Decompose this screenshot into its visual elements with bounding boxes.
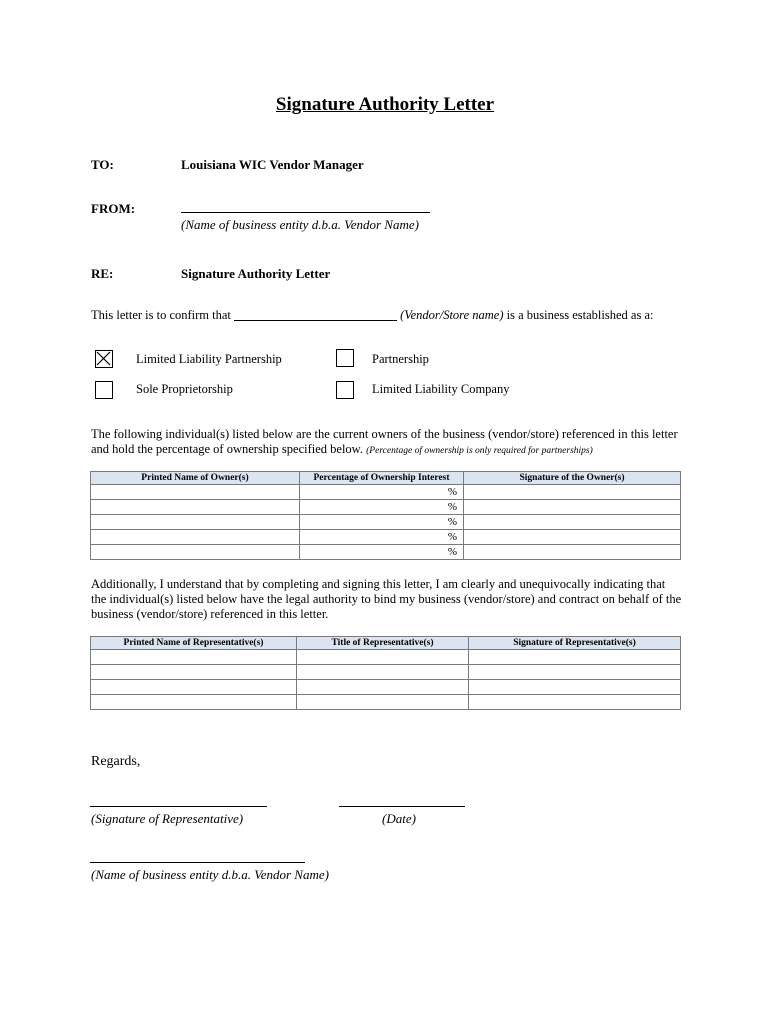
owner-percentage-cell[interactable]: %: [300, 485, 464, 500]
owner-percentage-cell[interactable]: %: [300, 545, 464, 560]
owners-intro-note: (Percentage of ownership is only required for partnerships): [366, 446, 593, 456]
rep-name-cell[interactable]: [91, 695, 297, 710]
confirm-prefix: This letter is to confirm that: [91, 308, 231, 322]
checkbox-sole-proprietorship[interactable]: [95, 381, 113, 399]
owner-signature-cell[interactable]: [464, 515, 681, 530]
to-value: Louisiana WIC Vendor Manager: [181, 157, 364, 172]
table-row: [91, 665, 681, 680]
date-line[interactable]: [339, 806, 465, 807]
rep-name-cell[interactable]: [91, 650, 297, 665]
owner-signature-cell[interactable]: [464, 545, 681, 560]
checkbox-llp-label: Limited Liability Partnership: [136, 352, 282, 366]
re-label: RE:: [91, 266, 114, 281]
re-value: Signature Authority Letter: [181, 266, 331, 281]
document-title: Signature Authority Letter: [275, 94, 495, 115]
table-row: [91, 680, 681, 695]
reps-col-signature: Signature of Representative(s): [469, 637, 681, 650]
from-caption: (Name of business entity d.b.a. Vendor Name): [181, 217, 419, 232]
rep-signature-cell[interactable]: [469, 680, 681, 695]
table-row: [91, 500, 681, 515]
authority-text-line2: the individual(s) listed below have the legal authority to bind my business (vendor/store) and contract on behalf of the: [91, 592, 682, 606]
checkbox-partnership[interactable]: [336, 349, 354, 367]
owner-signature-cell[interactable]: [464, 500, 681, 515]
confirm-sentence: [91, 308, 653, 323]
from-label: FROM:: [91, 201, 136, 216]
owners-intro-line2-text: and hold the percentage of ownership specified below.: [91, 442, 364, 456]
rep-signature-cell[interactable]: [469, 695, 681, 710]
owner-name-cell[interactable]: [91, 545, 300, 560]
vendor-name-blank[interactable]: [234, 320, 397, 321]
rep-title-cell[interactable]: [297, 650, 469, 665]
rep-name-cell[interactable]: [91, 680, 297, 695]
owners-col-signature: Signature of the Owner(s): [464, 472, 681, 485]
table-row: [91, 545, 681, 560]
owners-col-percentage: Percentage of Ownership Interest: [300, 472, 464, 485]
checkbox-llc[interactable]: [336, 381, 354, 399]
checkbox-llc-label: Limited Liability Company: [372, 382, 510, 396]
table-row: [91, 485, 681, 500]
date-caption: (Date): [382, 811, 416, 826]
owner-signature-cell[interactable]: [464, 530, 681, 545]
reps-table-header: [91, 637, 681, 650]
rep-title-cell[interactable]: [297, 695, 469, 710]
owners-col-name: Printed Name of Owner(s): [91, 472, 300, 485]
authority-text-line3: business (vendor/store) referenced in this letter.: [91, 607, 329, 621]
owner-percentage-cell[interactable]: %: [300, 500, 464, 515]
entity-name-line[interactable]: [90, 862, 305, 863]
rep-signature-cell[interactable]: [469, 650, 681, 665]
owner-percentage-cell[interactable]: %: [300, 515, 464, 530]
authority-text-line1: Additionally, I understand that by completing and signing this letter, I am clearly and unequivocally indicating that: [91, 577, 666, 591]
rep-signature-cell[interactable]: [469, 665, 681, 680]
regards-text: Regards,: [91, 754, 141, 769]
owner-name-cell[interactable]: [91, 515, 300, 530]
owners-table: [90, 471, 681, 560]
table-row: [91, 515, 681, 530]
owner-name-cell[interactable]: [91, 500, 300, 515]
owner-name-cell[interactable]: [91, 485, 300, 500]
owners-table-header: [91, 472, 681, 485]
from-blank-line[interactable]: [181, 212, 430, 213]
entity-caption: (Name of business entity d.b.a. Vendor Name): [91, 867, 329, 882]
reps-col-title: Title of Representative(s): [297, 637, 469, 650]
owners-intro-line1: The following individual(s) listed below are the current owners of the business (vendor/store) referenced in this letter: [91, 427, 678, 441]
rep-title-cell[interactable]: [297, 680, 469, 695]
to-label: TO:: [91, 157, 114, 172]
table-row: [91, 695, 681, 710]
representatives-table: [90, 636, 681, 710]
owner-signature-cell[interactable]: [464, 485, 681, 500]
table-row: [91, 530, 681, 545]
owner-percentage-cell[interactable]: %: [300, 530, 464, 545]
checkbox-sole-proprietorship-label: Sole Proprietorship: [136, 382, 233, 396]
rep-name-cell[interactable]: [91, 665, 297, 680]
checkbox-partnership-label: Partnership: [372, 352, 429, 366]
checkbox-llp[interactable]: [95, 350, 113, 368]
owner-name-cell[interactable]: [91, 530, 300, 545]
signature-caption: (Signature of Representative): [91, 811, 244, 826]
table-row: [91, 650, 681, 665]
rep-title-cell[interactable]: [297, 665, 469, 680]
confirm-italic: (Vendor/Store name): [400, 308, 504, 322]
reps-col-name: Printed Name of Representative(s): [91, 637, 297, 650]
confirm-suffix: is a business established as a:: [506, 308, 654, 322]
checkmark-x-icon: [96, 351, 111, 366]
owners-intro-line2: [91, 442, 593, 459]
signature-line[interactable]: [90, 806, 267, 807]
